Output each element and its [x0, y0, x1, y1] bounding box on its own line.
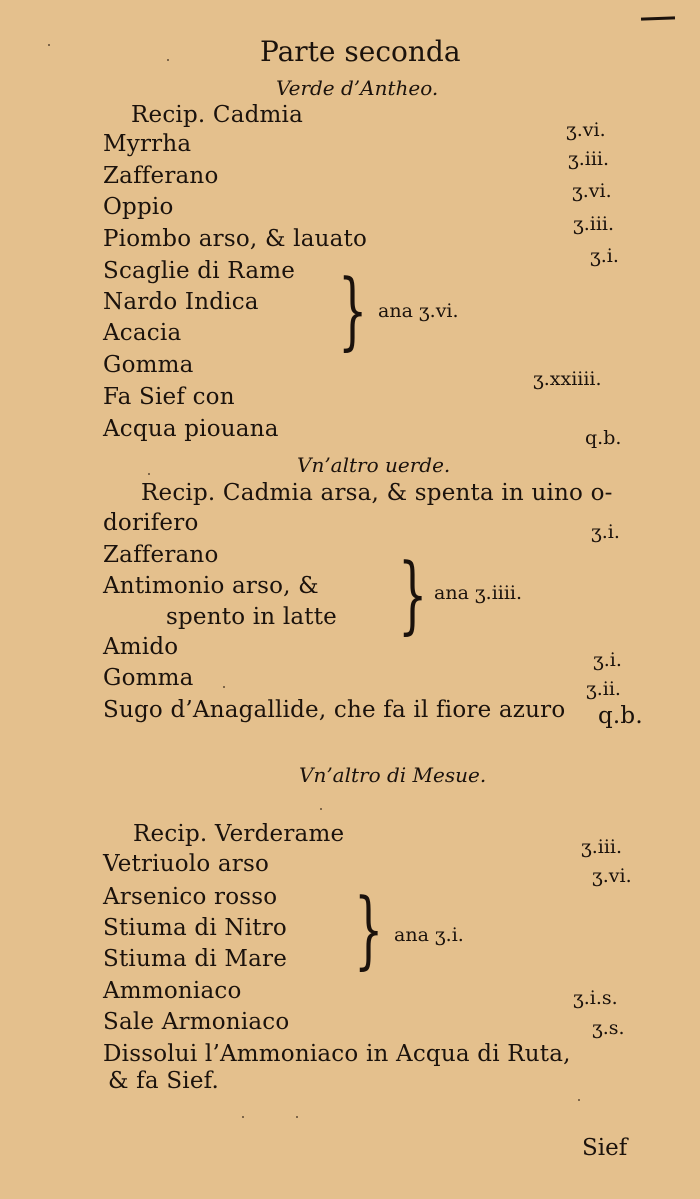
ingredient-name: Arsenico rosso	[103, 884, 278, 910]
catchword: Sief	[582, 1135, 628, 1161]
ingredient-name: Scaglie di Rame	[103, 258, 296, 284]
grouping-brace: }	[354, 880, 384, 978]
group-qty: ana ʒ.i.	[394, 924, 464, 946]
ingredient-qty: ʒ.ii.	[586, 678, 621, 700]
ingredient-name: Sale Armoniaco	[103, 1009, 290, 1035]
ingredient-name: Amido	[103, 634, 179, 660]
print-speck	[242, 1116, 244, 1118]
ingredient-name: Stiuma di Nitro	[103, 915, 287, 941]
print-speck	[148, 473, 150, 475]
ingredient-name: Fa Sief con	[103, 384, 235, 410]
print-speck	[167, 59, 169, 61]
ingredient-qty: ʒ.iii.	[573, 213, 615, 235]
ingredient-name: Antimonio arso, &	[103, 573, 319, 599]
recipe-intro: Recip. Cadmia	[131, 102, 304, 128]
ingredient-name: Acacia	[103, 320, 182, 346]
ingredient-qty: q.b.	[598, 703, 643, 729]
recipe-intro-continued: dorifero	[103, 510, 199, 536]
ingredient-qty: ʒ.iii.	[581, 836, 623, 858]
ingredient-name: Gomma	[103, 665, 194, 691]
ingredient-qty: ʒ.i.	[591, 521, 620, 543]
print-speck	[223, 686, 225, 688]
ingredient-qty: ʒ.iii.	[568, 148, 610, 170]
ingredient-name: Acqua piouana	[103, 416, 279, 442]
ingredient-name: spento in latte	[166, 604, 337, 630]
print-speck	[48, 44, 50, 46]
print-speck	[320, 808, 322, 810]
ingredient-name: Zafferano	[103, 542, 219, 568]
ingredient-name: Zafferano	[103, 163, 219, 189]
ingredient-qty: ʒ.s.	[592, 1017, 625, 1039]
ingredient-name: Ammoniaco	[103, 978, 242, 1004]
ingredient-qty: q.b.	[585, 427, 622, 449]
print-speck	[296, 1116, 298, 1118]
print-speck	[578, 1099, 580, 1101]
ingredient-name: Oppio	[103, 194, 174, 220]
recipe-intro: Recip. Cadmia arsa, & spenta in uino o-	[141, 480, 613, 506]
ingredient-qty: ʒ.i.	[590, 245, 619, 267]
section-title: Verde d’Antheo.	[276, 76, 439, 100]
ingredient-qty: ʒ.i.s.	[573, 987, 618, 1009]
page-corner-mark	[641, 16, 675, 20]
ingredient-name: & fa Sief.	[108, 1068, 220, 1094]
group-qty: ana ʒ.vi.	[378, 300, 459, 322]
recipe-intro: Recip. Verderame	[133, 821, 345, 847]
section-title: Vn’altro di Mesue.	[299, 763, 487, 787]
grouping-brace: }	[398, 545, 428, 643]
ingredient-qty: ʒ.vi.	[572, 180, 612, 202]
ingredient-qty: ʒ.xxiiii.	[533, 368, 602, 390]
page-header: Parte seconda	[260, 35, 461, 68]
ingredient-name: Vetriuolo arso	[103, 851, 270, 877]
ingredient-name: Nardo Indica	[103, 289, 259, 315]
ingredient-name: Stiuma di Mare	[103, 946, 288, 972]
ingredient-name: Sugo d’Anagallide, che fa il fiore azuro	[103, 697, 566, 723]
ingredient-qty: ʒ.vi.	[566, 119, 606, 141]
ingredient-qty: ʒ.i.	[593, 649, 622, 671]
section-title: Vn’altro uerde.	[297, 453, 451, 477]
group-qty: ana ʒ.iiii.	[434, 582, 523, 604]
grouping-brace: }	[338, 261, 368, 359]
ingredient-qty: ʒ.vi.	[592, 865, 632, 887]
ingredient-name: Gomma	[103, 352, 194, 378]
ingredient-name: Myrrha	[103, 131, 192, 157]
ingredient-name: Dissolui l’Ammoniaco in Acqua di Ruta,	[103, 1041, 571, 1067]
ingredient-name: Piombo arso, & lauato	[103, 226, 368, 252]
